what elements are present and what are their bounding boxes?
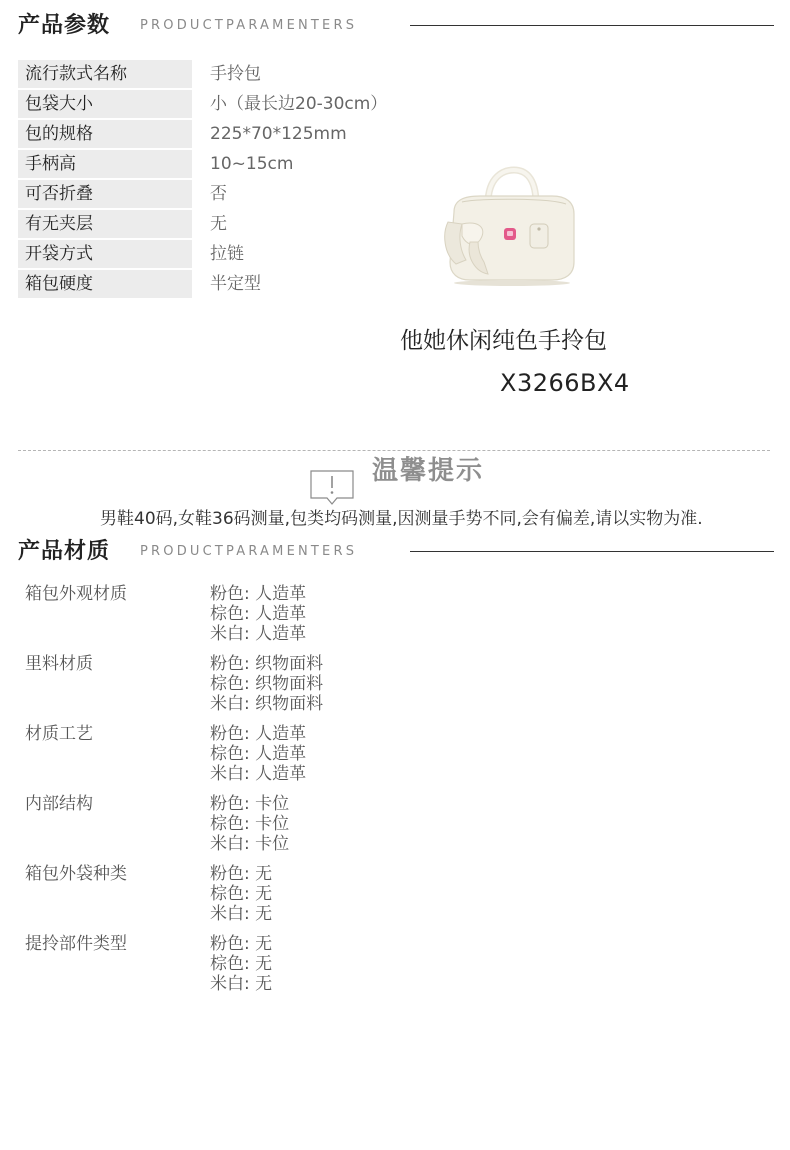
param-row [18,90,418,120]
tips-title: 温馨提示 [372,456,485,486]
material-values [210,584,306,644]
param-value: 225*70*125mm [210,124,347,144]
param-label: 手柄高 [18,150,192,178]
section-header-material [18,536,774,568]
material-item [25,864,525,934]
material-item [25,794,525,864]
material-value: 棕色: 织物面料 [210,674,324,694]
material-values [210,724,306,784]
material-value: 米白: 织物面料 [210,694,324,714]
material-item [25,724,525,794]
param-row [18,60,418,90]
material-value: 粉色: 无 [210,934,273,954]
material-values [210,934,272,994]
material-value: 棕色: 卡位 [210,814,290,834]
section-divider [410,551,774,552]
material-value: 米白: 无 [210,974,273,994]
material-label: 里料材质 [25,654,93,674]
exclamation-icon [310,470,354,506]
material-value: 米白: 无 [210,904,273,924]
section-header-params [18,10,774,42]
section-title: 产品材质 [18,539,111,564]
product-image [440,162,580,290]
param-value: 无 [210,214,227,234]
material-value: 粉色: 织物面料 [210,654,324,674]
param-row [18,210,418,240]
param-row [18,240,418,270]
handbag-illustration [440,162,580,290]
material-item [25,934,525,1004]
material-label: 箱包外袋种类 [25,864,127,884]
param-row [18,180,418,210]
product-name: 他她休闲纯色手拎包 [400,328,607,354]
material-item [25,584,525,654]
materials-list [25,584,525,1004]
material-item [25,654,525,724]
param-value: 小（最长边20-30cm） [210,94,388,114]
material-value: 粉色: 无 [210,864,273,884]
material-label: 箱包外观材质 [25,584,127,604]
material-label: 材质工艺 [25,724,93,744]
param-row [18,150,418,180]
param-label: 包的规格 [18,120,192,148]
material-label: 提拎部件类型 [25,934,127,954]
material-value: 粉色: 卡位 [210,794,290,814]
param-label: 包袋大小 [18,90,192,118]
material-value: 棕色: 无 [210,954,273,974]
section-divider [410,25,774,26]
param-label: 可否折叠 [18,180,192,208]
section-subtitle: PRODUCTPARAMENTERS [140,18,358,33]
param-value: 拉链 [210,244,244,264]
material-value: 棕色: 人造革 [210,744,307,764]
material-value: 米白: 卡位 [210,834,290,854]
param-value: 10~15cm [210,154,294,174]
material-value: 粉色: 人造革 [210,724,307,744]
material-value: 棕色: 无 [210,884,273,904]
material-label: 内部结构 [25,794,93,814]
param-value: 半定型 [210,274,261,294]
param-label: 有无夹层 [18,210,192,238]
material-value: 粉色: 人造革 [210,584,307,604]
material-value: 米白: 人造革 [210,624,307,644]
material-value: 米白: 人造革 [210,764,307,784]
material-values [210,794,289,854]
material-value: 棕色: 人造革 [210,604,307,624]
params-table [18,60,418,300]
material-values [210,654,323,714]
param-value: 否 [210,184,227,204]
param-label: 流行款式名称 [18,60,192,88]
dashed-divider [18,450,770,451]
param-row [18,120,418,150]
material-values [210,864,272,924]
section-title: 产品参数 [18,13,111,38]
section-subtitle: PRODUCTPARAMENTERS [140,544,358,559]
param-row [18,270,418,300]
param-label: 箱包硬度 [18,270,192,298]
param-label: 开袋方式 [18,240,192,268]
product-code: X3266BX4 [500,369,630,397]
param-value: 手拎包 [210,64,261,84]
tips-text: 男鞋40码,女鞋36码测量,包类均码测量,因测量手势不同,会有偏差,请以实物为准. [100,509,703,529]
